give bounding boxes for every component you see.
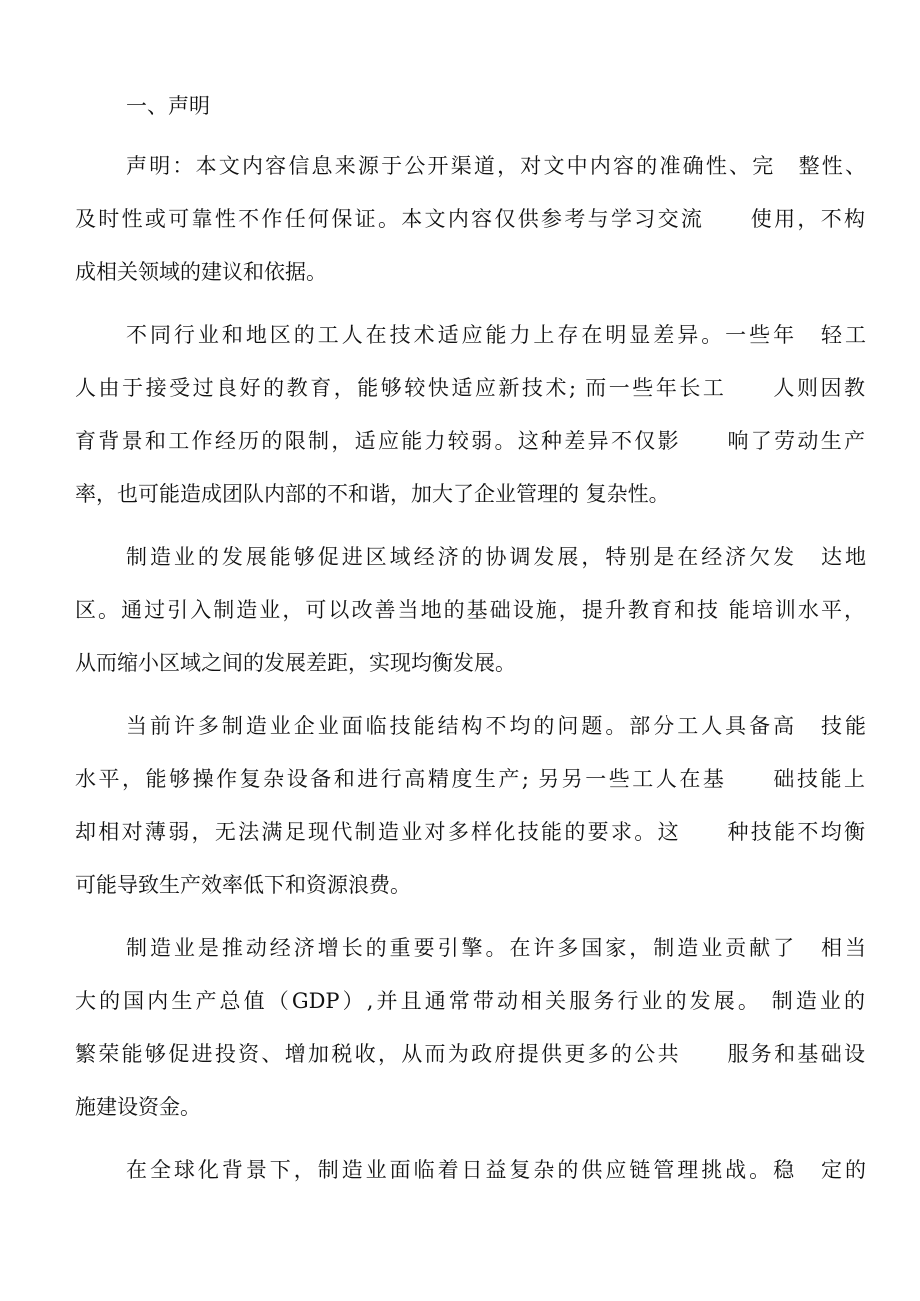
- paragraph-line: 繁荣能够促进投资、增加税收，从而为政府提供更多的公共 服务和基础设: [75, 1042, 865, 1066]
- paragraph-line: 施建设资金。: [75, 1095, 201, 1119]
- paragraph-line: 及时性或可靠性不作任何保证。本文内容仅供参考与学习交流 使用，不构: [75, 207, 865, 231]
- paragraph-line: 水平，能够操作复杂设备和进行高精度生产; 另另一些工人在基 础技能上: [75, 767, 865, 791]
- paragraph-line: 不同行业和地区的工人在技术适应能力上存在明显差异。一些年 轻工: [126, 323, 866, 347]
- paragraph-line: 当前许多制造业企业面临技能结构不均的问题。部分工人具备高 技能: [126, 714, 866, 738]
- paragraph-line: 人由于接受过良好的教育，能够较快适应新技术; 而一些年长工 人则因教: [75, 376, 865, 400]
- paragraph-line: 从而缩小区域之间的发展差距，实现均衡发展。: [75, 651, 516, 675]
- paragraph-line: 区。通过引入制造业，可以改善当地的基础设施，提升教育和技 能培训水平，: [75, 598, 865, 622]
- paragraph-line: 声明：本文内容信息来源于公开渠道，对文中内容的准确性、完 整性、: [126, 154, 866, 178]
- paragraph-line: 育背景和工作经历的限制，适应能力较弱。这种差异不仅影 响了劳动生产: [75, 429, 865, 453]
- paragraph-line: 制造业的发展能够促进区域经济的协调发展，特别是在经济欠发 达地: [126, 545, 866, 569]
- section-heading: 一、声明: [126, 94, 210, 118]
- paragraph-line: 在全球化背景下，制造业面临着日益复杂的供应链管理挑战。稳 定的: [126, 1158, 866, 1182]
- paragraph-line: 却相对薄弱，无法满足现代制造业对多样化技能的要求。这 种技能不均衡: [75, 820, 865, 844]
- paragraph-line: 大的国内生产总值（GDP）,并且通常带动相关服务行业的发展。 制造业的: [75, 989, 865, 1013]
- paragraph-line: 可能导致生产效率低下和资源浪费。: [75, 873, 411, 897]
- paragraph-line: 成相关领域的建议和依据。: [75, 260, 327, 284]
- paragraph-line: 率，也可能造成团队内部的不和谐，加大了企业管理的 复杂性。: [75, 482, 670, 506]
- paragraph-line: 制造业是推动经济增长的重要引擎。在许多国家，制造业贡献了 相当: [126, 936, 866, 960]
